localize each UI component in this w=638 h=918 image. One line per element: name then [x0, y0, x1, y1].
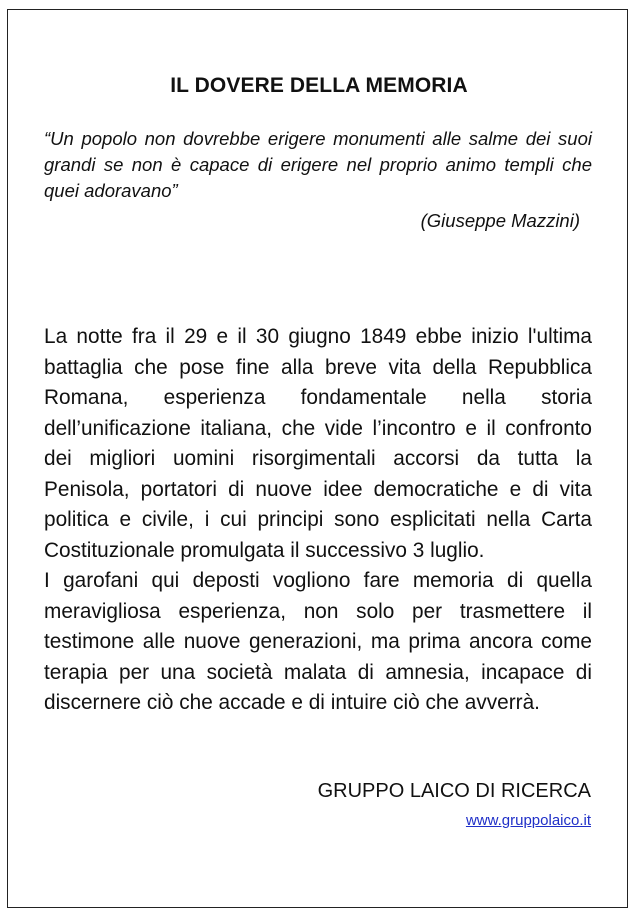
quote-author: (Giuseppe Mazzini) [420, 210, 580, 231]
paragraph-1: La notte fra il 29 e il 30 giugno 1849 ebbe inizio l'ultima battaglia che pose fine alla breve vita della Repubblica Romana, esperienza fondamentale nella storia dell’unificazione italiana, che vide l’incontro e il confronto dei migliori uomini risorgimentali accorsi da tutta la Penisola, portatori di nuove idee democratiche e di vita politica e civile, i cui principi sono esplicitati nella Carta Costituzionale promulgata il successivo 3 luglio. [44, 325, 592, 562]
body-text [44, 322, 592, 719]
website-link[interactable]: www.gruppolaico.it [465, 812, 591, 829]
paragraph-2: I garofani qui deposti vogliono fare memoria di quella meravigliosa esperienza, non solo per trasmettere il testimone alle nuove generazioni, ma prima ancora come terapia per una società malata di amnesia, incapace di discernere ciò che accade e di intuire ciò che avverrà. [44, 569, 592, 714]
quote-text: “Un popolo non dovrebbe erigere monumenti alle salme dei suoi grandi se non è capace di erigere nel proprio animo templi che quei adoravano” [44, 128, 592, 201]
signature: GRUPPO LAICO DI RICERCA [317, 780, 591, 802]
document-title: IL DOVERE DELLA MEMORIA [170, 74, 468, 97]
